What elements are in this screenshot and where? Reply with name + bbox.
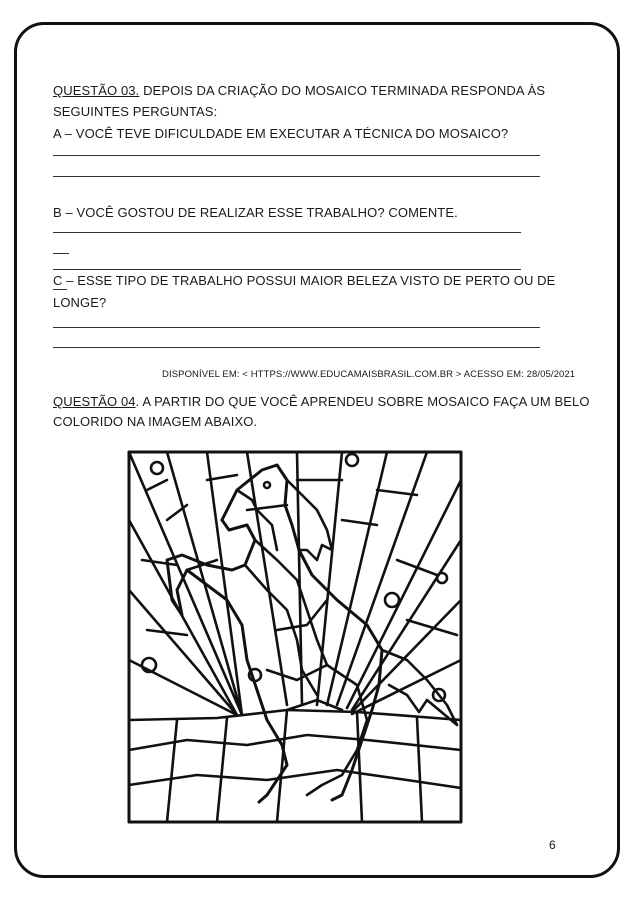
mosaic-horse-image[interactable] (127, 450, 475, 828)
q3-item-b: B – VOCÊ GOSTOU DE REALIZAR ESSE TRABALHO? COMENTE. (53, 205, 458, 220)
q3-line1 (53, 83, 545, 98)
source-citation: DISPONÍVEL EM: < HTTPS://WWW.EDUCAMAISBRASIL.COM.BR > ACESSO EM: 28/05/2021 (162, 369, 576, 380)
q4-text1: . A PARTIR DO QUE VOCÊ APRENDEU SOBRE MOSAICO FAÇA UM BELO (135, 394, 590, 409)
q4-line1 (53, 394, 590, 409)
answer-line[interactable] (53, 176, 540, 177)
page-number: 6 (549, 838, 556, 852)
answer-line[interactable] (53, 253, 69, 254)
q3-text1: DEPOIS DA CRIAÇÃO DO MOSAICO TERMINADA RESPONDA ÀS (139, 83, 546, 98)
answer-line[interactable] (53, 269, 521, 270)
q3-label: QUESTÃO 03. (53, 83, 140, 98)
answer-line[interactable] (53, 232, 521, 233)
answer-line[interactable] (53, 327, 540, 328)
q4-label: QUESTÃO 04 (53, 394, 136, 409)
q3-text2: SEGUINTES PERGUNTAS: (53, 104, 218, 119)
q3-item-a: A – VOCÊ TEVE DIFICULDADE EM EXECUTAR A TÉCNICA DO MOSAICO? (53, 126, 509, 141)
q3-item-c1: C – ESSE TIPO DE TRABALHO POSSUI MAIOR BELEZA VISTO DE PERTO OU DE (53, 273, 556, 288)
q4-text2: COLORIDO NA IMAGEM ABAIXO. (53, 414, 258, 429)
answer-line[interactable] (53, 155, 540, 156)
q3-item-c2: LONGE? (53, 295, 107, 310)
answer-line[interactable] (53, 289, 67, 290)
answer-line[interactable] (53, 347, 540, 348)
